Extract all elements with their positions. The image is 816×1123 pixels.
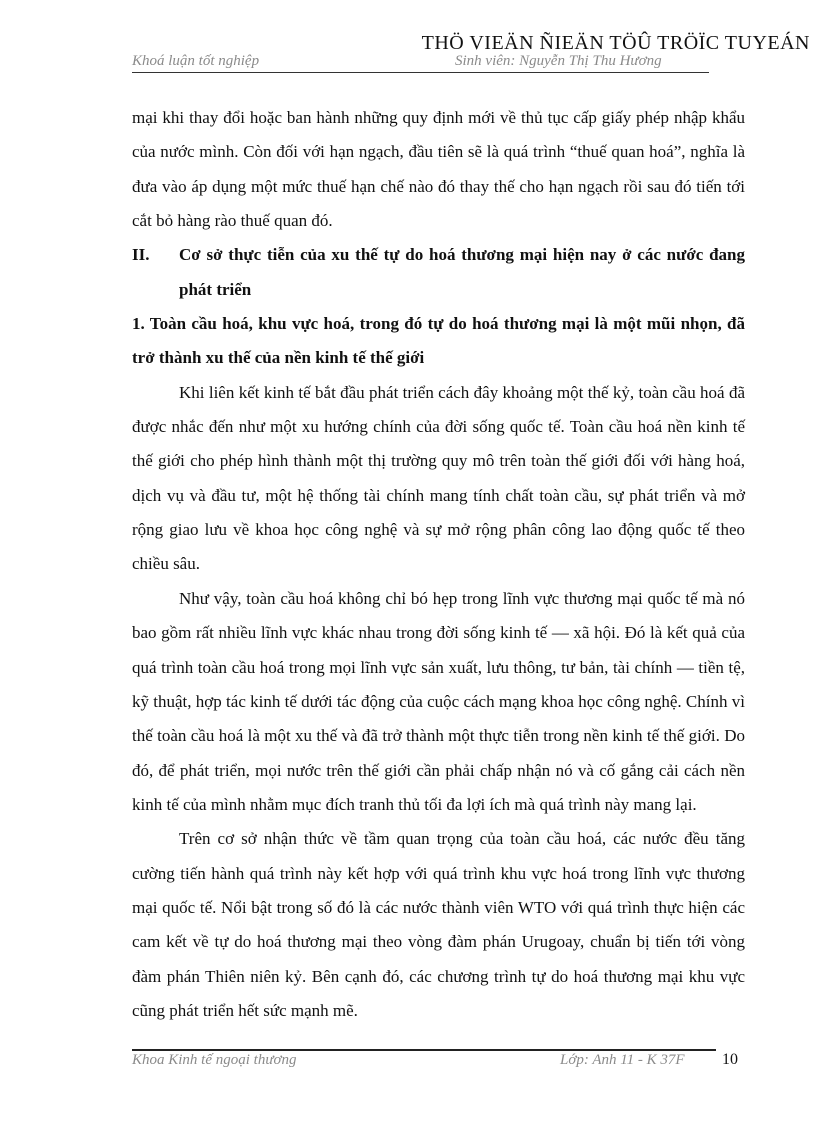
paragraph-globalization: Khi liên kết kinh tế bắt đầu phát triển cách đây khoảng một thế kỷ, toàn cầu hoá đã được nhắc đến như một xu hướng chính của đời sống quốc tế. Toàn cầu hoá nền kinh tế thế giới cho phép hình thành một thị trường quy mô trên toàn thế giới đối với hàng hoá, dịch vụ và đầu tư, một hệ thống tài chính mang tính chất toàn cầu, sự phát triển và mở rộng giao lưu về khoa học công nghệ và sự mở rộng phân công lao động quốc tế theo chiều sâu.	[132, 382, 745, 574]
section-heading-2	[132, 238, 745, 307]
paragraph-wto: Trên cơ sở nhận thức về tầm quan trọng của toàn cầu hoá, các nước đều tăng cường tiến hành quá trình này kết hợp với quá trình khu vực hoá trong lĩnh vực thương mại quốc tế. Nổi bật trong số đó là các nước thành viên WTO với quá trình thực hiện các cam kết về tự do hoá thương mại theo vòng đàm phán Urugoay, chuẩn bị tiến tới vòng đàm phán Thiên niên kỷ. Bên cạnh đó, các chương trình tự do hoá thương mại khu vực cũng phát triển hết sức mạnh mẽ.	[132, 829, 745, 1020]
page-header	[132, 52, 709, 73]
footer-divider	[132, 1049, 716, 1051]
section-title: Cơ sở thực tiễn của xu thế tự do hoá thương mại hiện nay ở các nước đang phát triển	[179, 245, 745, 299]
paragraph-scope: Như vậy, toàn cầu hoá không chỉ bó hẹp trong lĩnh vực thương mại quốc tế mà nó bao gồm rất nhiều lĩnh vực khác nhau trong đời sống kinh tế — xã hội. Đó là kết quả của quá trình toàn cầu hoá trong mọi lĩnh vực sản xuất, lưu thông, tư bản, tài chính — tiền tệ, kỹ thuật, hợp tác kinh tế dưới tác động của cuộc cách mạng khoa học công nghệ. Chính vì thế toàn cầu hoá là một xu thế và đã trở thành một thực tiễn trong nền kinh tế thế giới. Do đó, để phát triển, mọi nước trên thế giới cần phải chấp nhận nó và cố gắng cải cách nền kinh tế của mình nhằm mục đích tranh thủ tối đa lợi ích mà quá trình này mang lại.	[132, 588, 745, 814]
subsection-heading-1: 1. Toàn cầu hoá, khu vực hoá, trong đó tự do hoá thương mại là một mũi nhọn, đã trở thành xu thế của nền kinh tế thế giới	[132, 314, 745, 368]
page-footer	[132, 1052, 744, 1076]
document-body	[132, 101, 745, 1028]
footer-class: Lớp: Anh 11 - K 37F	[560, 1052, 685, 1068]
footer-faculty: Khoa Kinh tế ngoại thương	[132, 1052, 297, 1068]
header-student-name: Sinh viên: Nguyễn Thị Thu Hương	[455, 53, 662, 69]
page-number: 10	[722, 1051, 738, 1068]
section-number: II.	[132, 245, 150, 265]
paragraph-continued: mại khi thay đổi hoặc ban hành những quy định mới về thủ tục cấp giấy phép nhập khẩu của nước mình. Còn đối với hạn ngạch, đầu tiên sẽ là quá trình “thuế quan hoá”, nghĩa là đưa vào áp dụng một mức thuế hạn chế nào đó thay thế cho hạn ngạch rồi sau đó tiến tới cắt bỏ hàng rào thuế quan đó.	[132, 108, 745, 231]
header-thesis-label: Khoá luận tốt nghiệp	[132, 53, 260, 69]
watermark-text: THÖ VIEÄN ÑIEÄN TÖÛ TRÖÏC TUYEÁN	[421, 32, 810, 54]
